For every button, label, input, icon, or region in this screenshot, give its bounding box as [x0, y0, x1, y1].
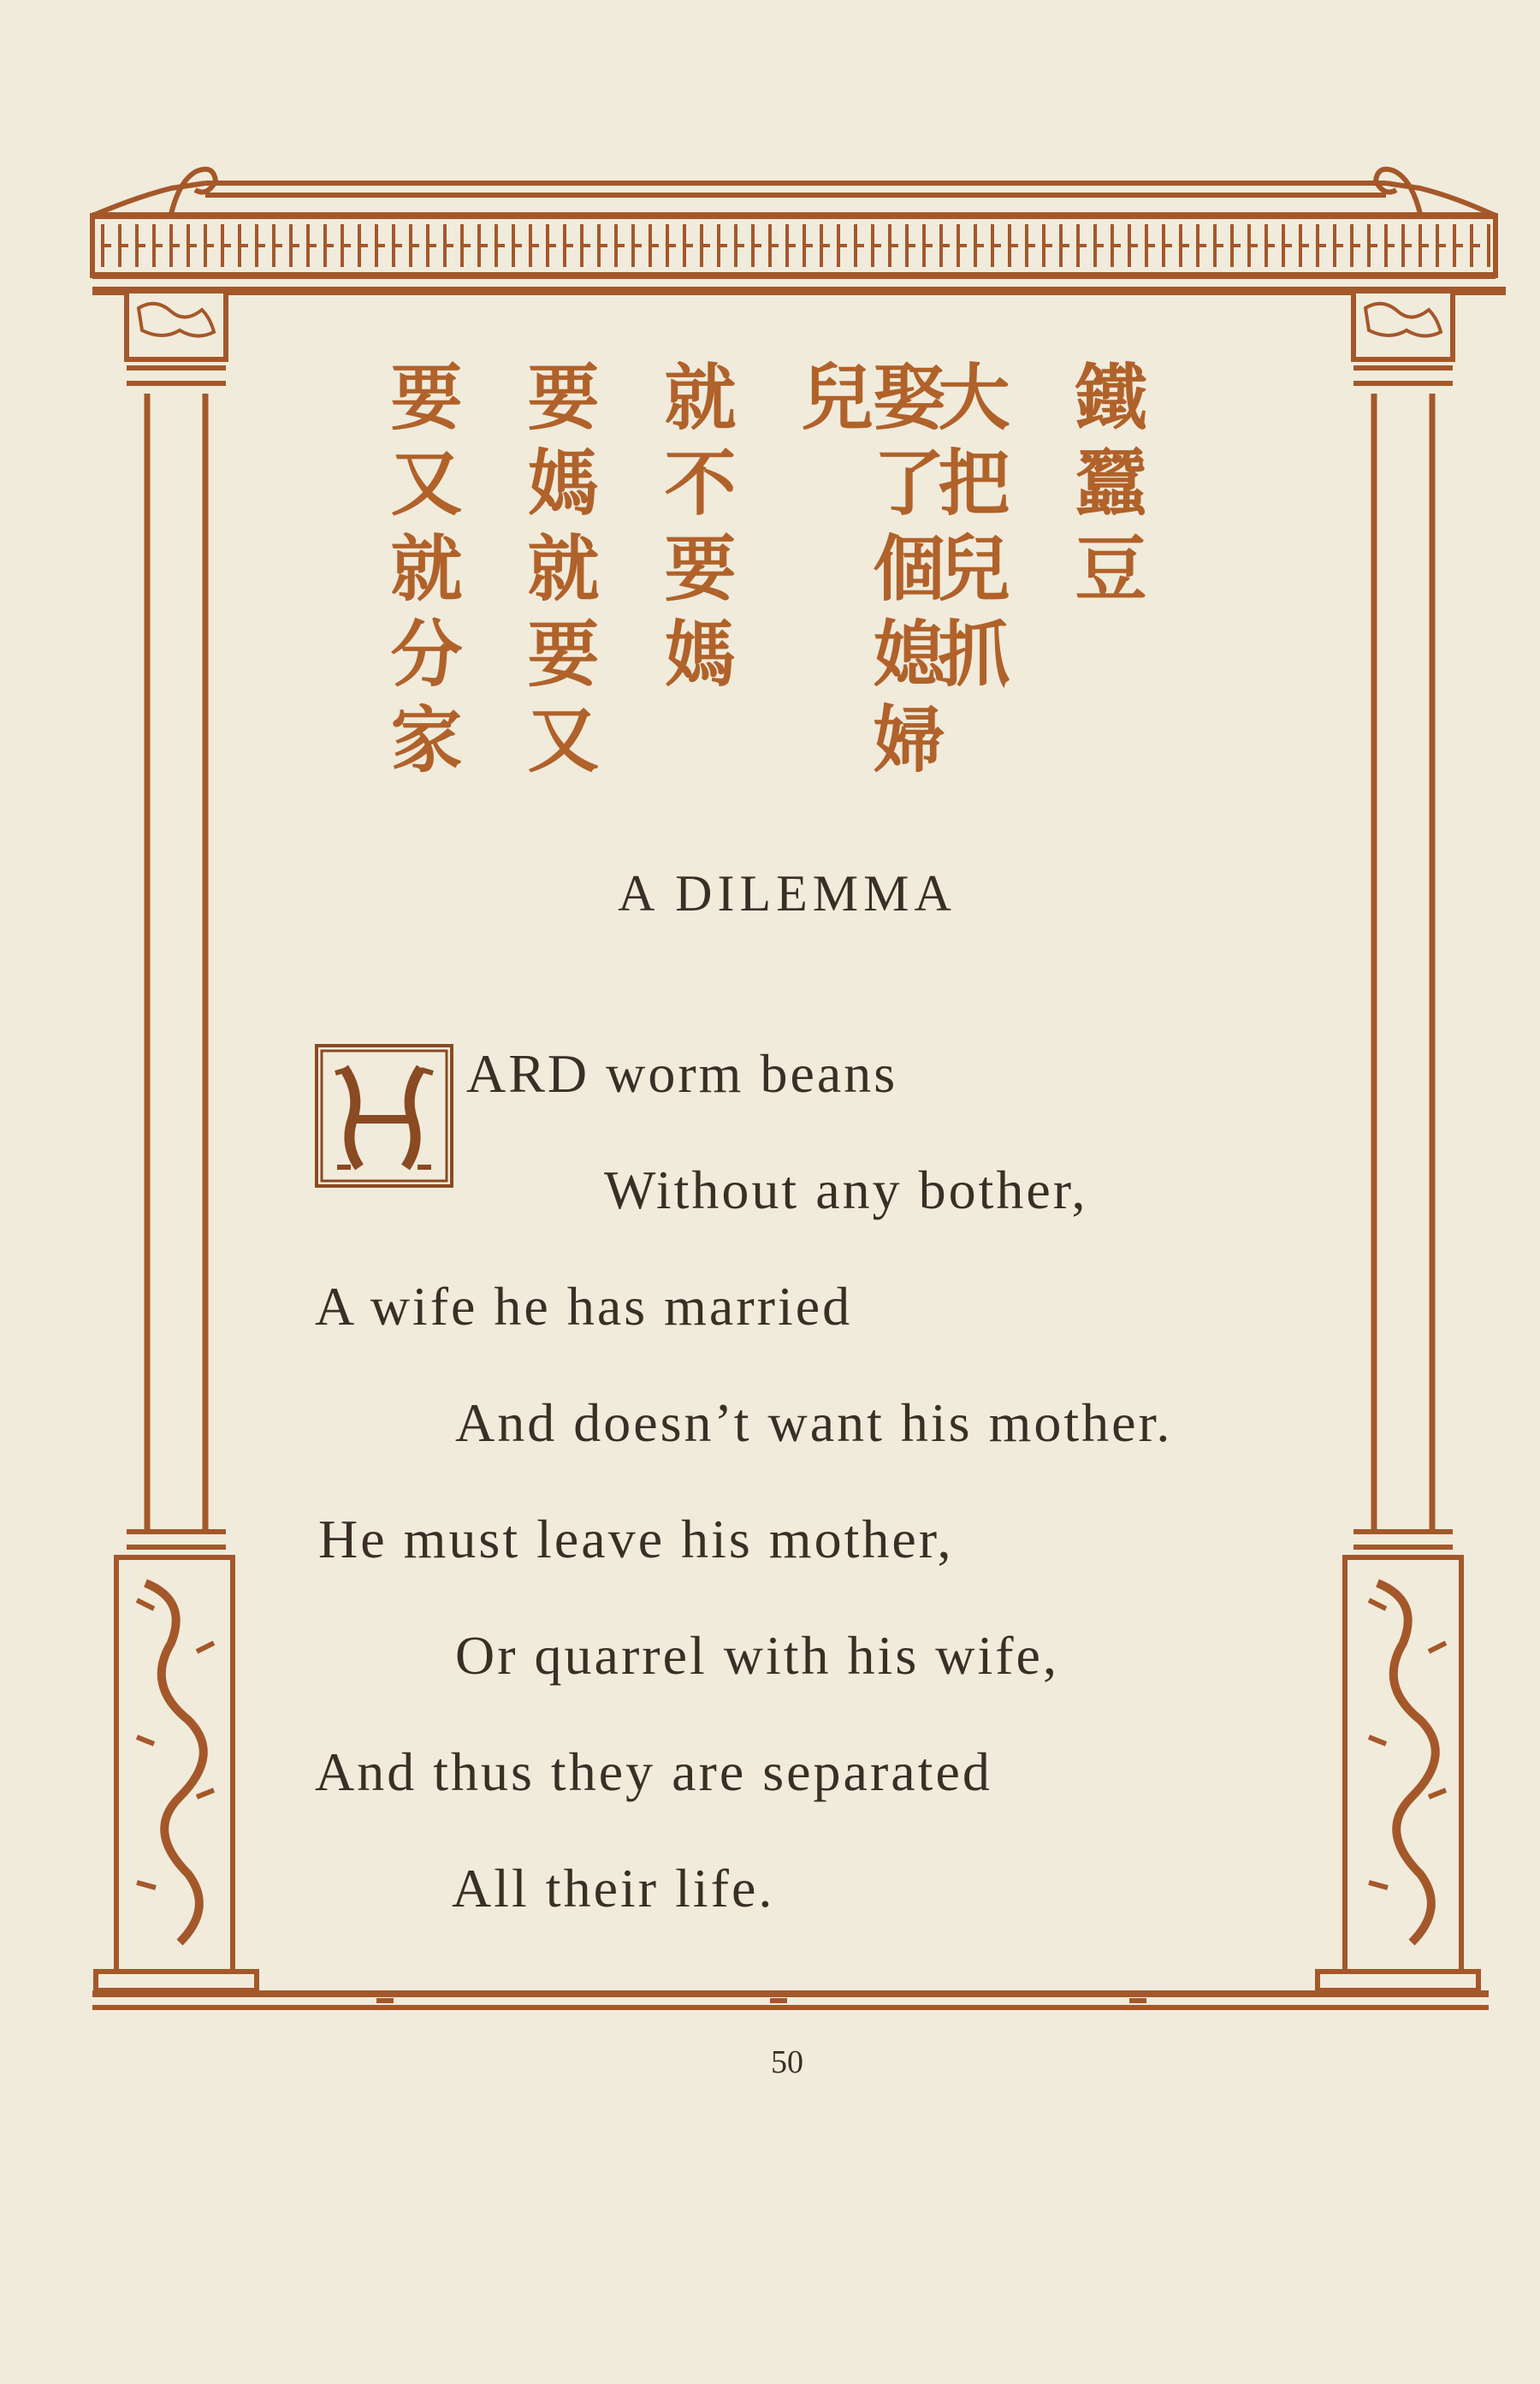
poem-line-8: All their life.: [452, 1858, 775, 1918]
poem-line-7: And thus they are separated: [315, 1741, 992, 1802]
base-rail: [92, 1994, 1489, 2007]
chinese-column-6: 要又就分家: [379, 359, 464, 787]
roof-scroll-right: [1376, 169, 1420, 214]
drop-cap-ornament: [318, 1047, 450, 1184]
poem-line-5: He must leave his mother,: [318, 1509, 954, 1569]
poem-line-2: Without any bother,: [604, 1159, 1088, 1220]
roof-scroll-left: [171, 169, 216, 214]
poem-title: A DILEMMA: [618, 865, 957, 922]
chinese-column-2: 大把兒抓: [927, 359, 1011, 702]
poem-line-3: A wife he has married: [315, 1276, 853, 1337]
right-pillar: [1318, 291, 1478, 1990]
poem-line-1: ARD worm beans: [466, 1043, 898, 1104]
chinese-column-5: 要媽就要又: [516, 359, 601, 787]
poem-line-6: Or quarrel with his wife,: [455, 1625, 1059, 1686]
chinese-column-4: 就不要媽: [653, 359, 737, 702]
drop-cap-h: [315, 1044, 453, 1188]
chinese-verse: [376, 359, 1181, 804]
left-pillar: [96, 291, 257, 1990]
chinese-column-1: 鐵蠶豆: [1063, 359, 1148, 616]
chinese-column-3: 娶了個媳婦兒: [790, 359, 946, 787]
roof-ornament: [92, 183, 1506, 291]
page-number: 50: [771, 2044, 803, 2080]
poem-line-4: And doesn’t want his mother.: [455, 1392, 1173, 1453]
